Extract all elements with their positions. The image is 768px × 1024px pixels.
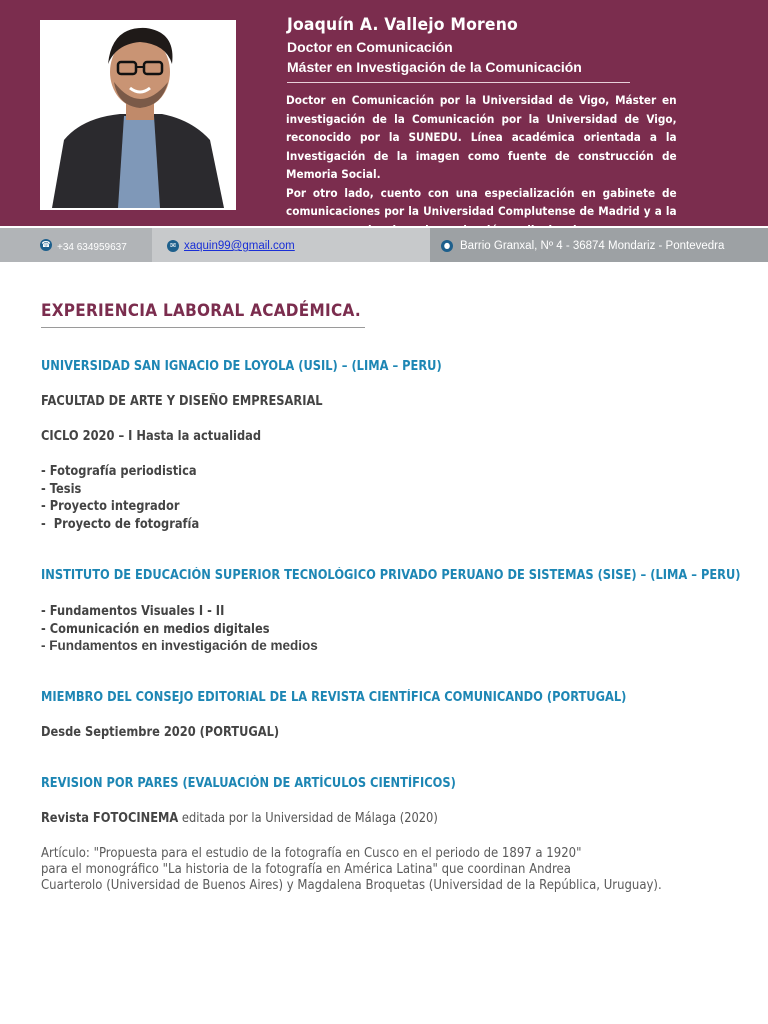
profile-title-master: Máster en Investigación de la Comunicación [287,59,582,75]
review-journal [41,811,438,826]
review-heading: REVISION POR PARES (EVALUACIÓN DE ARTÍCULOS CIENTÍFICOS) [41,776,456,791]
review-article [41,846,689,894]
profile-summary [286,92,677,240]
profile-name: Joaquín A. Vallejo Moreno [287,15,518,35]
contact-email-link[interactable]: xaquin99@gmail.com [184,240,295,252]
profile-title-doctor: Doctor en Comunicación [287,39,453,55]
article-line: Artículo: "Propuesta para el estudio de la fotografía en Cusco en el periodo de 1897 a 1920" [41,846,582,861]
list-item: - Comunicación en medios digitales [41,621,270,637]
editorial-heading: MIEMBRO DEL CONSEJO EDITORIAL DE LA REVISTA CIENTÍFICA COMUNICANDO (PORTUGAL) [41,690,627,705]
sise-course-list [41,603,270,638]
journal-publisher: editada por la Universidad de Málaga (2020) [178,811,438,826]
phone-icon: ☎ [41,240,51,249]
article-line: para el monográfico "La historia de la fotografía en América Latina" que coordinan Andrea [41,862,571,877]
person-portrait-icon [42,22,234,208]
list-item: - Fundamentos Visuales I - II [41,604,225,619]
list-item: - Proyecto de fotografía [41,516,200,532]
section-divider [41,327,365,328]
contact-address: Barrio Granxal, Nº 4 - 36874 Mondariz - Pontevedra [460,240,725,252]
usil-cycle: CICLO 2020 – I Hasta la actualidad [41,429,262,444]
sise-heading: INSTITUTO DE EDUCACIÓN SUPERIOR TECNOLÓGICO PRIVADO PERUANO DE SISTEMAS (SISE) – (LIMA – PERU) [41,568,741,583]
summary-paragraph: Doctor en Comunicación por la Universidad de Vigo, Máster en investigación de la Comunicación por la Universidad de Vigo, reconocido por la SUNEDU. Línea académica orientada a la Investigación de la imagen como fuente de construcción de Memoria Social. [286,94,677,181]
usil-course-list [41,463,199,533]
header-divider [287,82,630,83]
mail-icon: ✉ [167,240,179,252]
list-item: - Proyecto integrador [41,499,180,514]
summary-paragraph: Por otro lado, cuento con una especialización en gabinete de comunicaciones por la Universidad Complutense de Madrid y a la [286,186,677,218]
profile-photo [40,20,236,210]
usil-faculty: FACULTAD DE ARTE Y DISEÑO EMPRESARIAL [41,394,323,409]
list-item: - Fundamentos en investigación de medios [41,638,318,653]
article-line: Cuarterolo (Universidad de Buenos Aires) y Magdalena Broquetas (Universidad de la República, Uruguay). [41,878,662,893]
list-item: - Tesis [41,481,82,497]
journal-name: Revista FOTOCINEMA [41,811,179,826]
usil-heading: UNIVERSIDAD SAN IGNACIO DE LOYOLA (USIL) – (LIMA – PERU) [41,359,442,374]
contact-phone: +34 634959637 [57,242,127,253]
editorial-since: Desde Septiembre 2020 (PORTUGAL) [41,725,280,740]
section-title: EXPERIENCIA LABORAL ACADÉMICA. [41,301,361,321]
list-item: - Fotografía periodistica [41,464,197,479]
location-icon: ● [441,240,453,252]
